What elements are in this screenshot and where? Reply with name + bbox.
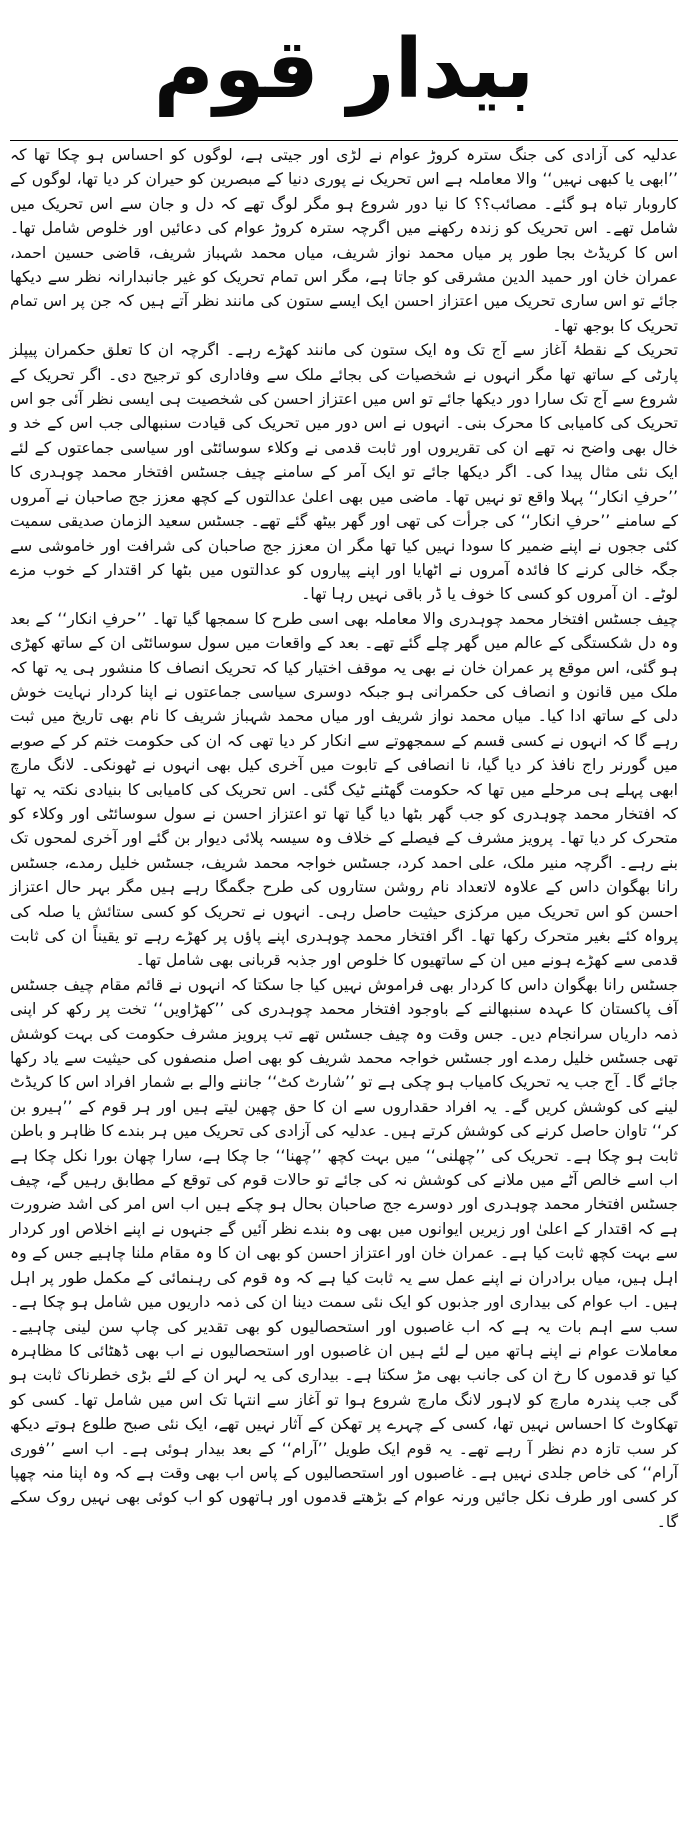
article-body <box>10 143 678 1534</box>
article-paragraph-1: عدلیہ کی آزادی کی جنگ سترہ کروڑ عوام نے لڑی اور جیتی ہے، لوگوں کو احساس ہو چکا تھا کہ ’’ابھی یا کبھی نہیں‘‘ والا معاملہ ہے اس تحریک نے پوری دنیا کے مبصرین کو حیران کر دیا تھا، لوگوں کے کاروبار تباہ ہو گئے۔ مصائب؟؟ کا نیا دور شروع ہو مگر لوگ تھے کہ دل و جان سے اس تحریک میں شامل تھے۔ اس تحریک کو زندہ رکھنے میں اگرچہ سترہ کروڑ عوام کی دعائیں اور خلوص شامل تھا۔ اس کا کریڈٹ بجا طور پر میاں محمد نواز شریف، میاں محمد شہباز شریف، قاضی حسین احمد، عمران خان اور حمید الدین مشرقی کو جاتا ہے، مگر اس تمام تحریک کو غیر جانبدارانہ نظر سے دیکھا جائے تو اس ساری تحریک میں اعتزاز احسن ایک ایسے ستون کی مانند نظر آتے ہیں کہ جن پر اس تمام تحریک کا بوجھ تھا۔ <box>10 146 678 335</box>
headline-divider <box>10 140 678 141</box>
headline-area <box>10 0 678 140</box>
article-paragraph-2: تحریک کے نقطۂ آغاز سے آج تک وہ ایک ستون کی مانند کھڑے رہے۔ اگرچہ ان کا تعلق حکمران پیپلز پارٹی کے ساتھ تھا مگر انہوں نے شخصیات کی بجائے ملک سے وفاداری کو ترجیح دی۔ اگر تحریک کے شروع سے آج تک سارا دور دیکھا جائے تو اس میں اعتزاز احسن کی شخصیت ہی ایسی نظر آئی جو اس تحریک کی کامیابی کا محرک بنی۔ انہوں نے اس دور میں تحریک کی قیادت سنبھالی جب اس کے خد و خال بھی واضح نہ تھے ان کی تقریروں اور ثابت قدمی نے وکلاء سوسائٹی اور سیاسی جماعتوں کے لئے ایک نئی مثال پیدا کی۔ اگر دیکھا جائے تو ایک آمر کے سامنے چیف جسٹس افتخار محمد چوہدری کا ’’حرفِ انکار‘‘ پہلا واقع تو نہیں تھا۔ ماضی میں بھی اعلیٰ عدالتوں کے کچھ معزز جج صاحبان نے آمروں کے سامنے ’’حرفِ انکار‘‘ کی جرأت کی تھی اور گھر بیٹھ گئے تھے۔ جسٹس سعید الزمان صدیقی سمیت کئی ججوں نے اپنے ضمیر کا سودا نہیں کیا تھا مگر ان معزز جج صاحبان کی شرافت اور خاموشی سے جگہ خالی کرنے کا فائدہ آمروں نے اٹھایا اور اپنے پیاروں کو عدالتوں میں بٹھا کر اقتدار کے خوب مزے لوٹے۔ ان آمروں کو کسی کا خوف یا ڈر باقی نہیں رہا تھا۔ <box>10 341 678 604</box>
headline: بیدار قوم <box>153 22 535 117</box>
article-paragraph-3: چیف جسٹس افتخار محمد چوہدری والا معاملہ بھی اسی طرح کا سمجھا گیا تھا۔ ’’حرفِ انکار‘‘ کے بعد وہ دل شکستگی کے عالم میں گھر چلے گئے تھے۔ بعد کے واقعات میں سول سوسائٹی ان کے ساتھ کھڑی ہو گئی، اس موقع پر عمران خان نے بھی یہ موقف اختیار کیا کہ تحریک انصاف کا منشور ہی یہ تھا کہ ملک میں قانون و انصاف کی حکمرانی ہو جبکہ دوسری سیاسی جماعتوں نے اپنا کردار نہایت خوش دلی کے ساتھ ادا کیا۔ میاں محمد نواز شریف اور میاں محمد شہباز شریف کا نام بھی تاریخ میں ثبت رہے گا کہ انہوں نے کسی قسم کے سمجھوتے سے انکار کر دیا تھی کہ ان کی حکومت ختم کر کے صوبے میں گورنر راج نافذ کر دیا گیا، نا انصافی کے تابوت میں آخری کیل بھی انہوں نے ٹھونکی۔ لانگ مارچ ابھی پہلے ہی مرحلے میں تھا کہ حکومت گھٹنے ٹیک گئی۔ اس تحریک کی کامیابی کا بنیادی نکتہ یہ تھا کہ افتخار محمد چوہدری کو جب گھر بٹھا دیا گیا تھا تو اعتزاز احسن نے سول سوسائٹی اور وکلاء کو متحرک کر دیا تھا۔ پرویز مشرف کے فیصلے کے خلاف وہ سیسہ پلائی دیوار بن گئے اور آخری لمحوں تک بنے رہے۔ اگرچہ منیر ملک، علی احمد کرد، جسٹس خواجہ محمد شریف، جسٹس خلیل رمدے، جسٹس رانا بھگوان داس کے علاوہ لاتعداد نام روشن ستاروں کی طرح جگمگا رہے ہیں مگر بہر حال اعتزاز احسن کو اس تحریک میں مرکزی حیثیت حاصل رہی۔ انہوں نے تحریک کو کسی ستائش یا صلہ کی پرواہ کئے بغیر متحرک رکھا تھا۔ اگر افتخار محمد چوہدری اپنے پاؤں پر کھڑے رہے تو یقیناً ان کی ثابت قدمی سے کھڑے ہونے میں ان کے ساتھیوں کا خلوص اور جذبہ قربانی بھی شامل تھا۔ <box>10 609 678 970</box>
article-paragraph-4: جسٹس رانا بھگوان داس کا کردار بھی فراموش نہیں کیا جا سکتا کہ انہوں نے قائم مقام چیف جسٹس آف پاکستان کا عہدہ سنبھالنے کے باوجود افتخار محمد چوہدری کی ’’کھڑاویں‘‘ تخت پر رکھ کر اپنی ذمہ داریاں سرانجام دیں۔ جس وقت وہ چیف جسٹس تھے تب پرویز مشرف حکومت کی بہت کوشش تھی جسٹس خلیل رمدے اور جسٹس خواجہ محمد شریف کو بھی اصل منصفوں کی حیثیت سے یاد رکھا جائے گا۔ آج جب یہ تحریک کامیاب ہو چکی ہے تو ’’شارٹ کٹ‘‘ جاننے والے بے شمار افراد اس کا کریڈٹ لینے کی کوشش کریں گے۔ یہ افراد حقداروں سے ان کا حق چھین لیتے ہیں اور ہر قوم کے ’’ہیرو بن کر‘‘ تاوان حاصل کرنے کی کوشش کرتے ہیں۔ عدلیہ کی آزادی کی تحریک میں ہر بندے کا ظاہر و باطن ثابت ہو چکا ہے۔ تحریک کی ’’چھلنی‘‘ میں بہت کچھ ’’چھنا‘‘ جا چکا ہے، سارا چھان بورا نکل چکا ہے اب اسے خالص آٹے میں ملانے کی کوشش نہ کی جائے تو حالات قوم کی توقع کے مطابق رہیں گے، چیف جسٹس افتخار محمد چوہدری اور دوسرے جج صاحبان بحال ہو چکے ہیں اب اس امر کی اشد ضرورت ہے کہ اقتدار کے اعلیٰ اور زیریں ایوانوں میں بھی وہ بندے نظر آئیں گے جنہوں نے اپنے اخلاص اور کردار سے بہت کچھ ثابت کیا ہے۔ عمران خان اور اعتزاز احسن کو بھی ان کا وہ مقام ملنا چاہیے جس کے وہ اہل ہیں، میاں برادران نے اپنے عمل سے یہ ثابت کیا ہے کہ وہ قوم کی رہنمائی کے مکمل طور پر اہل ہیں۔ اب عوام کی بیداری اور جذبوں کو ایک نئی سمت دینا ان کی ذمہ داریوں میں شامل ہو چکا ہے۔ سب سے اہم بات یہ ہے کہ اب غاصبوں اور استحصالیوں کو بھی تقدیر کی چاپ سن لینی چاہیے۔ معاملات عوام نے اپنے ہاتھ میں لے لئے ہیں ان غاصبوں اور استحصالیوں نے اب بھی ڈھٹائی کا مظاہرہ کیا تو قدموں کا رخ ان کی جانب بھی مڑ سکتا ہے۔ بیداری کی یہ لہر ان کے لئے بڑی خطرناک ثابت ہو گی جب پندرہ مارچ کو لاہور لانگ مارچ شروع ہوا تو آغاز سے انتہا تک اس میں شامل تھا۔ کسی کو تھکاوٹ کا احساس نہیں تھا، کسی کے چہرے پر تھکن کے آثار نہیں تھے، ایک نئی صبح طلوع ہوتے دیکھ کر سب تازہ دم نظر آ رہے تھے۔ یہ قوم ایک طویل ’’آرام‘‘ کے بعد بیدار ہوئی ہے۔ اب اسے ’’فوری آرام‘‘ کی خاص جلدی نہیں ہے۔ غاصبوں اور استحصالیوں کے پاس اب بھی وقت ہے کہ وہ اپنا منہ چھپا کر کسی اور طرف نکل جائیں ورنہ عوام کے بڑھتے قدموں اور ہاتھوں کو اب کوئی بھی نہیں روک سکے گا۔ <box>10 975 678 1531</box>
